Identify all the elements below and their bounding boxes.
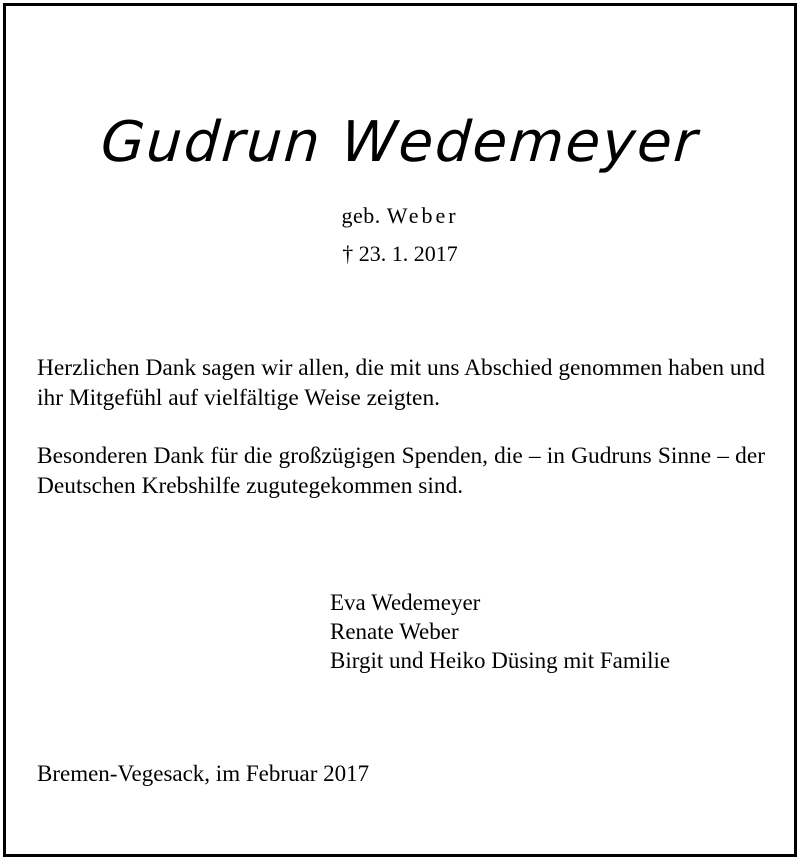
death-date: 23. 1. 2017 (358, 241, 458, 266)
signer-name: Birgit und Heiko Düsing mit Familie (330, 648, 671, 673)
thanks-paragraph: Herzlichen Dank sagen wir allen, die mit uns Abschied genommen haben und ihr Mitgefühl auf vielfältige Weise zeigten. (37, 355, 765, 411)
donation-thanks-paragraph: Besonderen Dank für die großzügigen Spenden, die – in Gudruns Sinne – der Deutschen Krebshilfe zugutegekommen sind. (37, 443, 765, 499)
signer-name: Eva Wedemeyer (330, 590, 481, 615)
place-and-date: Bremen-Vegesack, im Februar 2017 (37, 761, 370, 786)
signers-list (330, 588, 670, 675)
born-prefix: geb. (341, 203, 381, 228)
signer-name: Renate Weber (330, 619, 459, 644)
birth-name-line (0, 202, 800, 230)
deceased-name: Gudrun Wedemeyer (98, 110, 702, 175)
death-line (0, 240, 800, 268)
cross-icon: † (342, 241, 354, 266)
born-name: Weber (386, 203, 459, 228)
